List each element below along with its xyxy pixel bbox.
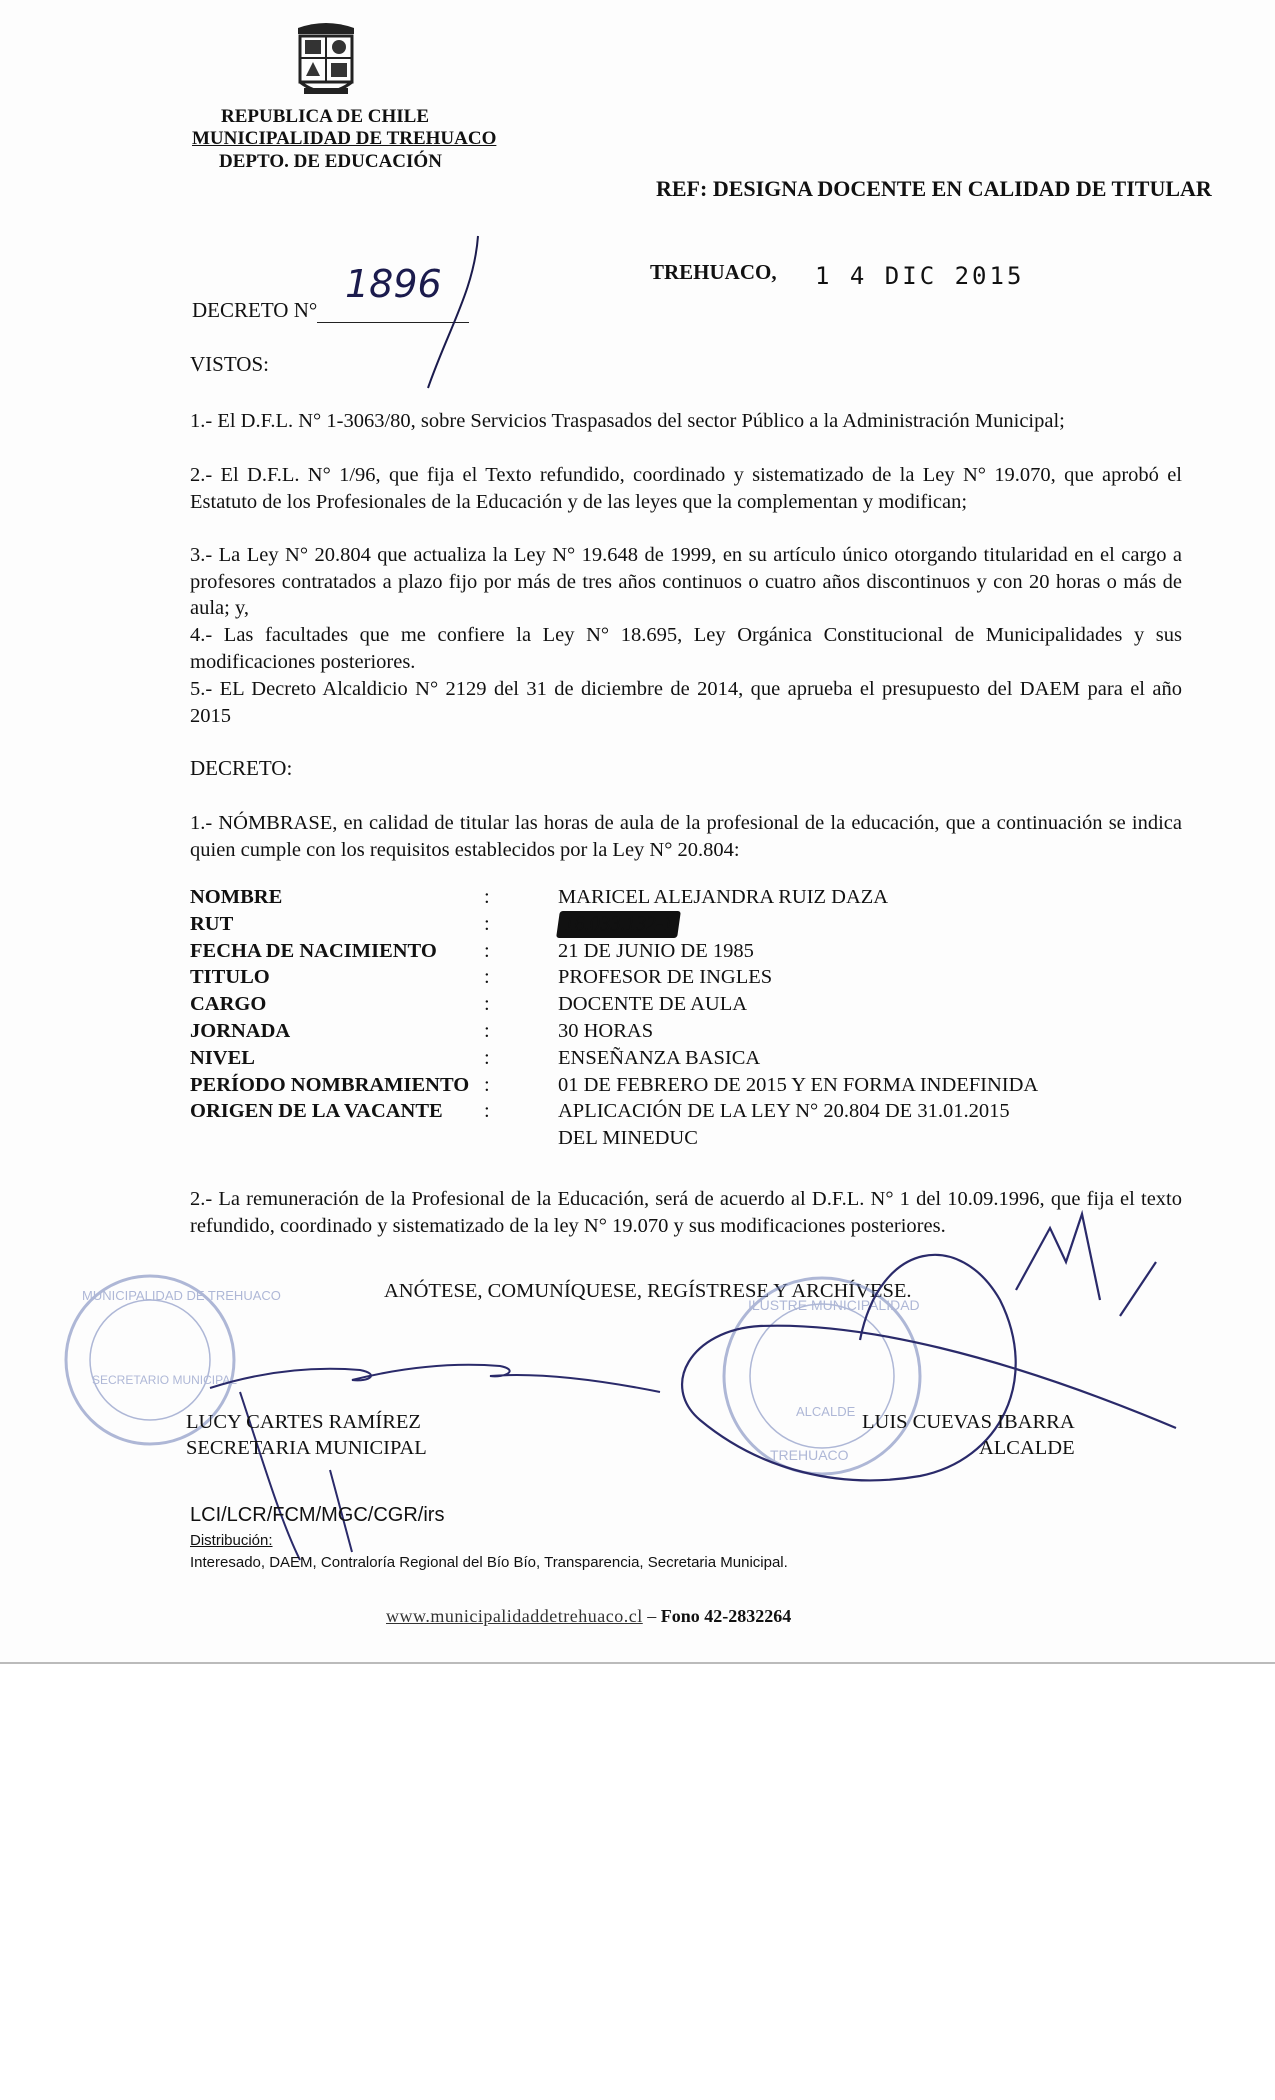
footer-separator: – (642, 1606, 661, 1626)
field-colon: : (484, 1046, 490, 1069)
closing-formula: ANÓTESE, COMUNÍQUESE, REGÍSTRESE Y ARCHÍVESE. (384, 1280, 912, 1302)
reference-line: REF: DESIGNA DOCENTE EN CALIDAD DE TITULAR (656, 176, 1212, 201)
vistos-item-2: 2.- El D.F.L. N° 1/96, que fija el Texto refundido, coordinado y sistematizado de la Ley N° 19.070, que aprobó el Estatuto de los Profesionales de la Educación y de las leyes que la complementan y modifican; (190, 464, 1182, 513)
field-label: CARGO (190, 993, 267, 1016)
field-label: FECHA DE NACIMIENTO (190, 939, 437, 962)
mayor-name: LUIS CUEVAS IBARRA (862, 1411, 1075, 1433)
field-value: 01 DE FEBRERO DE 2015 Y EN FORMA INDEFINIDA (558, 1073, 1039, 1096)
reference-initials: LCI/LCR/FCM/MGC/CGR/irs (190, 1504, 445, 1526)
mayor-stamp-line-3: TREHUACO (770, 1447, 849, 1463)
field-value: 21 DE JUNIO DE 1985 (558, 939, 754, 962)
distribution-list: Interesado, DAEM, Contraloría Regional del Bío Bío, Transparencia, Secretaria Municipal. (190, 1554, 788, 1571)
field-value: 30 HORAS (558, 1019, 654, 1042)
field-value: MARICEL ALEJANDRA RUIZ DAZA (558, 886, 889, 908)
footer (386, 1606, 791, 1627)
redacted-rut: 16.033.132-1 (556, 911, 681, 938)
decree-label: DECRETO N° (192, 298, 318, 322)
letterhead-country: REPUBLICA DE CHILE (221, 106, 429, 127)
field-value: ENSEÑANZA BASICA (558, 1046, 761, 1069)
footer-website: www.municipalidaddetrehuaco.cl (386, 1606, 643, 1626)
decreto-intro: 1.- NÓMBRASE, en calidad de titular las horas de aula de la profesional de la educación, que a continuación se indica quien cumple con los requisitos establecidos por la Ley N° 20.804: (190, 812, 1182, 861)
letterhead-department: DEPTO. DE EDUCACIÓN (219, 151, 442, 172)
distribution-label: Distribución: (190, 1532, 273, 1549)
field-label: PERÍODO NOMBRAMIENTO (190, 1073, 470, 1096)
signatory-secretary (186, 1409, 427, 1461)
field-value: PROFESOR DE INGLES (558, 966, 773, 989)
field-colon: : (484, 939, 490, 962)
field-colon: : (484, 886, 490, 908)
secretary-name: LUCY CARTES RAMÍREZ (186, 1411, 421, 1433)
secretary-stamp-line-1: MUNICIPALIDAD DE TREHUACO (82, 1288, 281, 1303)
footer-phone: Fono 42-2832264 (660, 1606, 792, 1626)
remuneration-clause: 2.- La remuneración de la Profesional de la Educación, será de acuerdo al D.F.L. N° 1 del 10.09.1996, que fija el texto refundido, coordinado y sistematizado de la ley N° 19.070 y sus modificaciones posteriores. (190, 1188, 1182, 1237)
date-stamp: 1 4 DIC 2015 (815, 262, 1025, 290)
field-label: JORNADA (190, 1019, 291, 1042)
field-label: ORIGEN DE LA VACANTE (190, 1100, 443, 1123)
field-colon: : (484, 1019, 490, 1042)
decreto-title: DECRETO: (190, 756, 293, 780)
vistos-title: VISTOS: (190, 352, 269, 376)
field-label: TITULO (190, 966, 270, 989)
field-colon: : (484, 1073, 490, 1096)
coat-of-arms-icon (294, 18, 358, 104)
mayor-role: ALCALDE (978, 1437, 1075, 1459)
secretary-role: SECRETARIA MUNICIPAL (186, 1437, 427, 1459)
field-label: NOMBRE (190, 886, 283, 908)
vistos-item-1: 1.- El D.F.L. N° 1-3063/80, sobre Servicios Traspasados del sector Público a la Administración Municipal; (190, 410, 1065, 432)
signatory-mayor (862, 1409, 1075, 1461)
field-colon: : (484, 966, 490, 989)
field-value: DEL MINEDUC (558, 1127, 698, 1150)
place-label: TREHUACO, (650, 260, 777, 284)
mayor-stamp-line-2: ALCALDE (796, 1404, 856, 1419)
field-value (558, 911, 679, 938)
secretary-stamp-line-2: SECRETARIO MUNICIPAL (92, 1373, 237, 1387)
letterhead-municipality: MUNICIPALIDAD DE TREHUACO (192, 128, 497, 149)
vistos-item-4: 4.- Las facultades que me confiere la Ley N° 18.695, Ley Orgánica Constitucional de Municipalidades y sus modificaciones posteriores. (190, 624, 1182, 673)
field-label: RUT (190, 912, 234, 935)
decree-number-handwritten: 1896 (345, 262, 442, 306)
field-colon: : (484, 912, 490, 935)
field-value: APLICACIÓN DE LA LEY N° 20.804 DE 31.01.2015 (558, 1100, 1010, 1123)
mayor-stamp-line-1: ILUSTRE MUNICIPALIDAD (748, 1297, 920, 1313)
field-colon: : (484, 993, 490, 1016)
field-colon: : (484, 1100, 490, 1123)
vistos-item-5: 5.- EL Decreto Alcaldicio N° 2129 del 31 de diciembre de 2014, que aprueba el presupuesto del DAEM para el año 2015 (190, 678, 1182, 727)
field-label: NIVEL (190, 1046, 255, 1069)
vistos-item-3: 3.- La Ley N° 20.804 que actualiza la Ley N° 19.648 de 1999, en su artículo único otorgando titularidad en el cargo a profesores contratados a plazo fijo por más de tres años continuos o cuatro años discontinuos y con 20 horas o más de aula; y, (190, 544, 1182, 619)
secretary-signature (210, 1365, 660, 1560)
field-value: DOCENTE DE AULA (558, 993, 748, 1016)
